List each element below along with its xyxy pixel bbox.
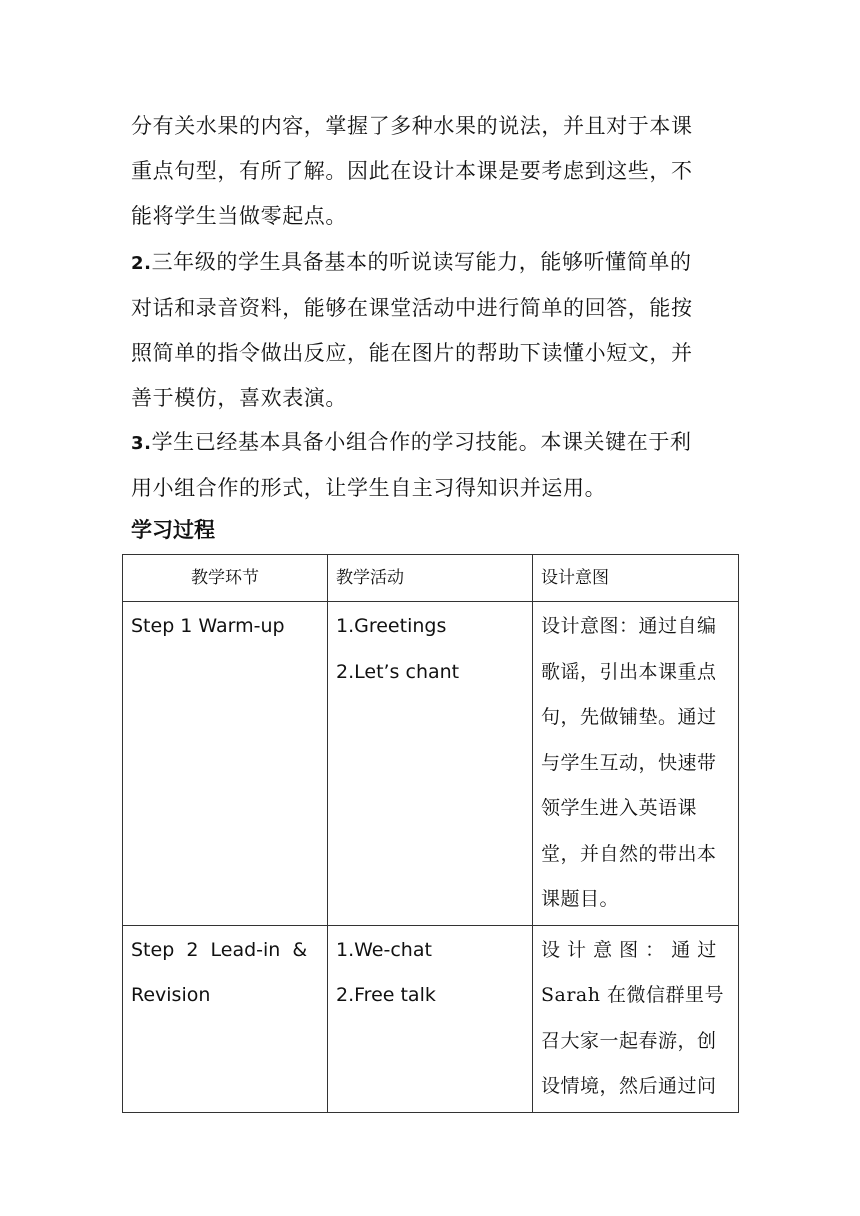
list-number: 2.	[131, 253, 152, 274]
purpose-line: 召大家一起春游，创	[541, 1029, 717, 1052]
header-purpose: 设计意图	[533, 555, 739, 602]
purpose-line: 句，先做铺垫。通过	[541, 706, 717, 728]
step-label: Revision	[131, 984, 211, 1006]
paragraph-3	[131, 420, 731, 511]
activity-cell	[328, 602, 533, 926]
text-line	[131, 420, 731, 466]
activity-item: 2.Let’s chant	[336, 660, 460, 683]
purpose-cell	[533, 602, 739, 926]
header-activity: 教学活动	[328, 555, 533, 602]
step-label: Step 2 Lead-in &	[131, 938, 308, 961]
purpose-line: 歌谣，引出本课重点	[541, 660, 717, 683]
text-line: 对话和录音资料，能够在课堂活动中进行简单的回答，能按	[131, 296, 693, 320]
purpose-line: 领学生进入英语课	[541, 797, 698, 819]
paragraph-2	[131, 240, 731, 421]
text-fragment: 学生已经基本具备小组合作的学习技能。本课关键在于利	[151, 430, 692, 454]
table-header-row	[123, 555, 739, 602]
text-fragment: 三年级的学生具备基本的听说读写能力，能够听懂简单的	[151, 250, 692, 274]
text-line: 能将学生当做零起点。	[131, 204, 347, 228]
purpose-line: 设计意图：通过自编	[541, 615, 717, 637]
list-number: 3.	[131, 433, 152, 454]
purpose-line: Sarah 在微信群里号	[541, 984, 725, 1006]
text-line	[131, 240, 731, 286]
purpose-line: 堂，并自然的带出本	[541, 842, 717, 865]
activity-cell	[328, 925, 533, 1112]
text-line: 善于模仿，喜欢表演。	[131, 386, 347, 410]
activity-item: 1.We-chat	[336, 938, 432, 961]
text-line: 照简单的指令做出反应，能在图片的帮助下读懂小短文，并	[131, 341, 693, 365]
purpose-line: 设情境，然后通过问	[541, 1075, 717, 1097]
purpose-line: 设 计 意 图 ： 通 过	[541, 938, 717, 961]
activity-item: 1.Greetings	[336, 615, 447, 637]
activity-item: 2.Free talk	[336, 984, 436, 1006]
table-row	[123, 925, 739, 1112]
purpose-cell	[533, 925, 739, 1112]
step-label: Step 1 Warm-up	[131, 615, 285, 637]
text-line: 分有关水果的内容，掌握了多种水果的说法，并且对于本课	[131, 114, 693, 138]
text-line: 重点句型，有所了解。因此在设计本课是要考虑到这些，不	[131, 159, 693, 183]
step-cell	[123, 925, 328, 1112]
lesson-table	[122, 554, 739, 1113]
step-cell	[123, 602, 328, 926]
section-heading: 学习过程	[131, 518, 215, 542]
header-stage: 教学环节	[123, 555, 328, 602]
purpose-line: 课题目。	[541, 888, 620, 910]
table-row	[123, 602, 739, 926]
text-line: 用小组合作的形式，让学生自主习得知识并运用。	[131, 476, 607, 500]
purpose-line: 与学生互动，快速带	[541, 751, 717, 774]
paragraph-1	[131, 104, 731, 239]
